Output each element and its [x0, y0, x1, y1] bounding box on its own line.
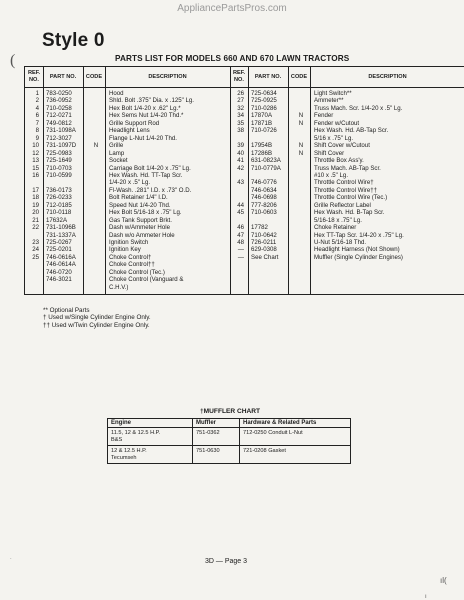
- parts-cell-code: N: [298, 119, 304, 127]
- parts-cell-ref: —: [237, 246, 244, 254]
- parts-cell-ref: 17: [32, 186, 39, 194]
- parts-cell-ref: 23: [32, 239, 39, 246]
- parts-cell-desc: Hex Wash. Hd. AB-Tap Scr.: [314, 127, 389, 135]
- parts-cell-desc: C.H.V.): [109, 283, 129, 291]
- watermark-text: AppliancePartsPros.com: [177, 3, 287, 14]
- muffler-part-cell: 751-0362: [193, 428, 240, 446]
- muffler-header-muffler: Muffler: [193, 419, 240, 428]
- margin-paren-mark: (: [10, 52, 16, 69]
- muffler-engine-cell: [108, 428, 193, 446]
- parts-cell-desc: Shift Cover: [314, 149, 345, 157]
- left-edge-mark: .: [10, 555, 12, 561]
- column-divider: [83, 67, 84, 294]
- parts-cell-desc: Truss Mach. AB-Tap Scr.: [314, 164, 381, 172]
- parts-cell-part: 746-0614A: [46, 261, 76, 269]
- parts-cell-ref: 9: [35, 134, 39, 142]
- parts-cell-desc: Hood: [109, 90, 124, 97]
- parts-cell-ref: 16: [32, 171, 39, 179]
- parts-cell-desc: Socket: [109, 157, 128, 165]
- parts-cell-part: 731-1096B: [46, 224, 76, 232]
- parts-cell-ref: 42: [237, 164, 244, 172]
- parts-cell-desc: Fl-Wash. .281" I.D. x .73" O.D.: [109, 186, 192, 194]
- parts-cell-desc: Headlight Harness (Not Shown): [314, 246, 400, 254]
- parts-list-table: [24, 66, 464, 295]
- parts-cell-desc: 5/16-18 x .75" Lg.: [314, 216, 362, 224]
- parts-cell-desc: Choke Control (Vanguard &: [109, 276, 184, 284]
- parts-cell-desc: Hex Bolt 5/16-18 x .75" Lg.: [109, 209, 182, 217]
- parts-cell-part: 749-0812: [46, 119, 72, 127]
- parts-cell-ref: 26: [237, 90, 244, 97]
- parts-cell-ref: 32: [237, 104, 244, 112]
- parts-cell-part: 631-0823A: [251, 157, 281, 165]
- column-divider: [248, 67, 249, 294]
- column-divider: [288, 67, 289, 294]
- footnote-single-cylinder: † Used w/Single Cylinder Engine Only.: [43, 314, 151, 322]
- parts-cell-code: N: [298, 149, 304, 157]
- parts-cell-desc: Grille: [109, 142, 124, 150]
- parts-cell-desc: Hex Bolt 1/4-20 x .62" Lg.*: [109, 104, 181, 112]
- parts-cell-part: 731-1098A: [46, 127, 76, 135]
- parts-cell-desc: Gas Tank Support Brkt.: [109, 216, 172, 224]
- parts-cell-desc: Throttle Control Wire††: [314, 186, 377, 194]
- parts-cell-part: 710-0603: [251, 209, 277, 217]
- parts-cell-code: N: [298, 112, 304, 120]
- parts-cell-part: 725-0634: [251, 90, 277, 97]
- left-header-code: CODE: [83, 67, 105, 88]
- parts-cell-desc: #10 x .5" Lg.: [314, 171, 349, 179]
- parts-cell-ref: 1: [35, 90, 39, 97]
- parts-cell-part: 783-0250: [46, 90, 72, 97]
- parts-cell-ref: 22: [32, 224, 39, 232]
- parts-cell-part: 710-0286: [251, 104, 277, 112]
- parts-cell-part: 736-0952: [46, 97, 72, 105]
- parts-cell-desc: Muffler (Single Cylinder Engines): [314, 253, 403, 261]
- parts-cell-ref: 21: [32, 216, 39, 224]
- parts-cell-ref: 35: [237, 119, 244, 127]
- parts-cell-part: 712-3027: [46, 134, 72, 142]
- parts-cell-desc: Choke Control††: [109, 261, 155, 269]
- parts-cell-part: 746-0634: [251, 186, 277, 194]
- parts-cell-desc: Ignition Key: [109, 246, 141, 254]
- parts-cell-desc: 1/4-20 x .5" Lg.: [109, 179, 151, 187]
- parts-cell-desc: Choke Control†: [109, 253, 152, 261]
- parts-cell-desc: Shift Cover w/Cutout: [314, 142, 370, 150]
- parts-cell-code: N: [93, 142, 99, 150]
- parts-cell-ref: 19: [32, 201, 39, 209]
- parts-cell-part: 726-0211: [251, 239, 277, 246]
- muffler-header-hardware: Hardware & Related Parts: [240, 419, 351, 428]
- parts-cell-part: 725-0267: [46, 239, 72, 246]
- parts-cell-part: 731-1097D: [46, 142, 77, 150]
- engine-line: 11.5, 12 & 12.5 H.P.: [111, 430, 161, 436]
- parts-cell-ref: 40: [237, 149, 244, 157]
- parts-cell-part: 712-0185: [46, 201, 72, 209]
- parts-cell-part: 17870A: [251, 112, 273, 120]
- parts-cell-part: 746-0616A: [46, 253, 76, 261]
- parts-cell-ref: 12: [32, 149, 39, 157]
- engine-line: Tecumseh: [111, 454, 137, 461]
- style-title: Style 0: [42, 30, 105, 51]
- parts-cell-desc: Fender w/Cutout: [314, 119, 360, 127]
- parts-cell-desc: Light Switch**: [314, 90, 352, 97]
- parts-cell-ref: 34: [237, 112, 244, 120]
- parts-cell-desc: Grille Support Rod: [109, 119, 160, 127]
- parts-cell-desc: Shld. Bolt .375" Dia. x .125" Lg.: [109, 97, 194, 105]
- parts-cell-desc: Truss Mach. Scr. 1/4-20 x .5" Lg.: [314, 104, 403, 112]
- parts-cell-desc: Flange L-Nut 1/4-20 Thd.: [109, 134, 177, 142]
- parts-cell-ref: 2: [35, 97, 39, 105]
- muffler-chart-table: [107, 418, 351, 464]
- muffler-hardware-cell: 721-0208 Gasket: [240, 446, 351, 464]
- parts-cell-desc: Speed Nut 1/4-20 Thd.: [109, 201, 171, 209]
- parts-cell-part: 777-8206: [251, 201, 277, 209]
- engine-line: 12 & 12.5 H.P.: [111, 448, 147, 455]
- parts-cell-ref: 45: [237, 209, 244, 217]
- parts-cell-desc: Lamp: [109, 149, 125, 157]
- table-row: [108, 428, 351, 446]
- parts-cell-desc: Headlight Lens: [109, 127, 150, 135]
- parts-cell-ref: 43: [237, 179, 244, 187]
- parts-cell-part: 746-3021: [46, 276, 72, 284]
- parts-cell-desc: Dash w/Ammeter Hole: [109, 224, 170, 232]
- parts-cell-desc: Fender: [314, 112, 334, 120]
- parts-cell-desc: Hex TT-Tap Scr. 1/4-20 x .75" Lg.: [314, 231, 404, 239]
- page-footer: 3D — Page 3: [205, 558, 248, 565]
- parts-cell-part: 746-0720: [46, 268, 72, 276]
- parts-cell-part: 746-0698: [251, 194, 277, 202]
- parts-cell-desc: Bolt Retainer 1/4" I.D.: [109, 194, 168, 202]
- parts-cell-ref: 41: [237, 157, 244, 165]
- parts-cell-ref: 25: [32, 253, 39, 261]
- parts-cell-desc: Throttle Control Wire (Tec.): [314, 194, 388, 202]
- corner-mark: ıl(: [440, 576, 447, 585]
- parts-cell-desc: Grille Reflector Label: [314, 201, 371, 209]
- parts-cell-ref: 24: [32, 246, 39, 254]
- parts-cell-desc: Throttle Control Wire†: [314, 179, 374, 187]
- parts-cell-ref: 18: [32, 194, 39, 202]
- parts-cell-part: 712-0271: [46, 112, 72, 120]
- parts-cell-part: 710-0779A: [251, 164, 281, 172]
- parts-cell-desc: U-Nut 5/16-18 Thd.: [314, 239, 367, 246]
- parts-cell-part: 629-0308: [251, 246, 277, 254]
- parts-cell-ref: 13: [32, 157, 39, 165]
- muffler-part-cell: 751-0630: [193, 446, 240, 464]
- parts-cell-part: 17632A: [46, 216, 68, 224]
- parts-cell-part: 725-0983: [46, 149, 72, 157]
- parts-cell-ref: 47: [237, 231, 244, 239]
- parts-cell-desc: Ignition Switch: [109, 239, 149, 246]
- left-header-part: PART NO.: [43, 67, 83, 88]
- footnote-twin-cylinder: †† Used w/Twin Cylinder Engine Only.: [43, 321, 150, 329]
- parts-cell-ref: 7: [35, 119, 39, 127]
- parts-cell-part: 710-0726: [251, 127, 277, 135]
- muffler-chart-title: †MUFFLER CHART: [200, 408, 261, 415]
- column-divider: [310, 67, 311, 294]
- column-divider: [230, 67, 231, 294]
- parts-cell-ref: 46: [237, 224, 244, 232]
- parts-cell-ref: 8: [35, 127, 39, 135]
- engine-line: B&S: [111, 436, 123, 443]
- parts-cell-part: 736-0173: [46, 186, 72, 194]
- parts-cell-part: 17871B: [251, 119, 273, 127]
- footnote-optional: ** Optional Parts: [43, 307, 90, 314]
- left-header-description: DESCRIPTION: [105, 67, 230, 88]
- parts-cell-desc: Throttle Box Ass'y.: [314, 157, 364, 165]
- parts-cell-ref: 20: [32, 209, 39, 217]
- left-header-ref: REF. NO.: [25, 67, 43, 88]
- corner-mark-small: ı: [425, 594, 427, 600]
- parts-cell-desc: Hex Sems Nut 1/4-20 Thd.*: [109, 112, 184, 120]
- muffler-header-row: [108, 419, 351, 428]
- parts-cell-desc: Hex Wash. Hd. TT-Tap Scr.: [109, 171, 183, 179]
- muffler-hardware-cell: 712-0250 Conduit L-Nut: [240, 428, 351, 446]
- muffler-header-engine: Engine: [108, 419, 193, 428]
- parts-cell-part: 726-0233: [46, 194, 72, 202]
- parts-cell-ref: 48: [237, 239, 244, 246]
- parts-cell-code: N: [298, 142, 304, 150]
- parts-cell-desc: 5/16 x .75" Lg.: [314, 134, 354, 142]
- parts-cell-desc: Dash w/o Ammeter Hole: [109, 231, 175, 239]
- parts-cell-part: 17954B: [251, 142, 273, 150]
- parts-cell-part: 710-0642: [251, 231, 277, 239]
- parts-list-heading: PARTS LIST FOR MODELS 660 AND 670 LAWN TRACTORS: [115, 54, 350, 63]
- parts-cell-part: 17286B: [251, 149, 273, 157]
- parts-cell-ref: 4: [35, 104, 39, 112]
- parts-cell-desc: Choke Control (Tec.): [109, 268, 165, 276]
- parts-cell-part: 746-0776: [251, 179, 277, 187]
- parts-cell-ref: 6: [35, 112, 39, 120]
- column-divider: [43, 67, 44, 294]
- parts-cell-ref: 10: [32, 142, 39, 150]
- parts-cell-part: 17782: [251, 224, 268, 232]
- parts-cell-part: 725-1649: [46, 157, 72, 165]
- right-header-ref: REF. NO.: [230, 67, 248, 88]
- parts-cell-ref: 44: [237, 201, 244, 209]
- parts-cell-ref: 39: [237, 142, 244, 150]
- parts-cell-part: See Chart: [251, 253, 279, 261]
- muffler-engine-cell: [108, 446, 193, 464]
- parts-cell-part: 710-0703: [46, 164, 72, 172]
- parts-cell-ref: 27: [237, 97, 244, 105]
- right-header-code: CODE: [288, 67, 310, 88]
- right-header-description: DESCRIPTION: [310, 67, 464, 88]
- parts-cell-ref: —: [237, 253, 244, 261]
- footnotes: [43, 307, 151, 329]
- parts-cell-desc: Carriage Bolt 1/4-20 x .75" Lg.: [109, 164, 191, 172]
- parts-cell-part: 710-0118: [46, 209, 72, 217]
- table-row: [108, 446, 351, 464]
- parts-cell-part: 710-0599: [46, 171, 72, 179]
- parts-cell-part: 710-0258: [46, 104, 72, 112]
- column-divider: [105, 67, 106, 294]
- parts-cell-part: 725-0925: [251, 97, 277, 105]
- parts-cell-desc: Hex Wash. Hd. B-Tap Scr.: [314, 209, 385, 217]
- parts-cell-desc: Choke Retainer: [314, 224, 357, 232]
- parts-cell-ref: 15: [32, 164, 39, 172]
- parts-cell-ref: 38: [237, 127, 244, 135]
- parts-cell-part: 725-0201: [46, 246, 72, 254]
- right-header-part: PART NO.: [248, 67, 288, 88]
- parts-cell-part: 731-1337A: [46, 231, 76, 239]
- parts-cell-desc: Ammeter**: [314, 97, 344, 105]
